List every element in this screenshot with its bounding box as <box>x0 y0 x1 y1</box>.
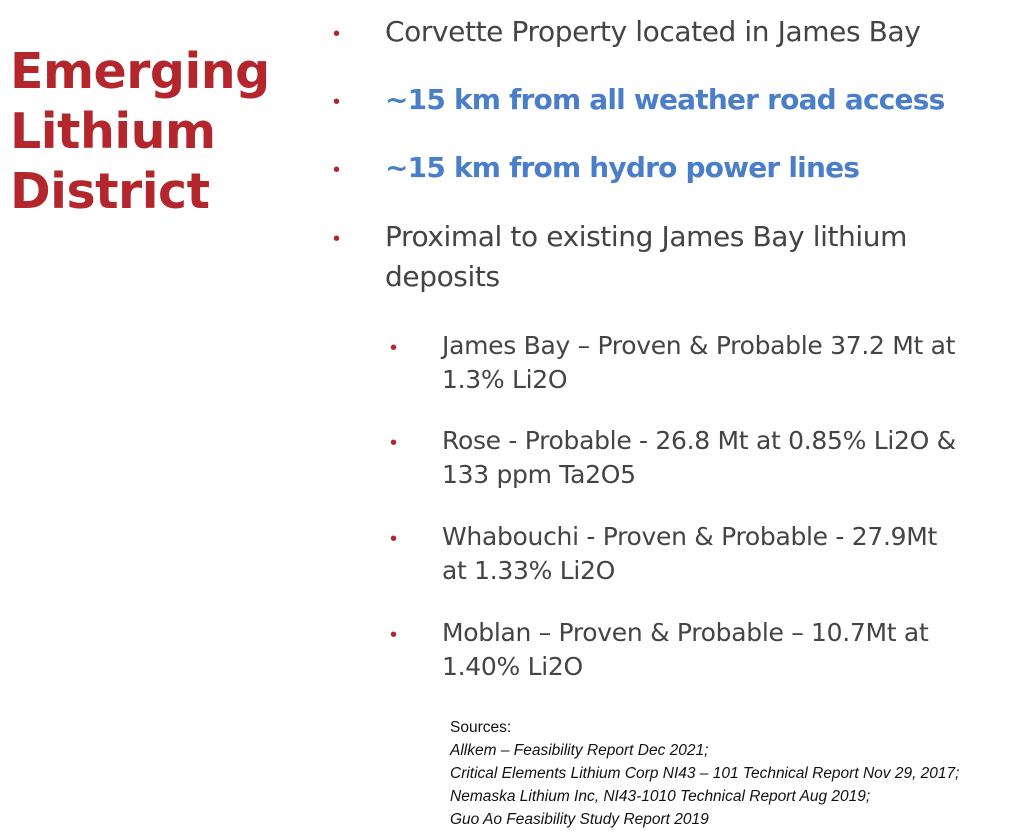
sub-bullet-text-line-1: James Bay – Proven & Probable 37.2 Mt at <box>442 331 956 360</box>
title-line-3: District <box>10 163 210 220</box>
bullet-dot: • <box>333 91 341 113</box>
bullet-dot: • <box>333 23 341 45</box>
source-item: Critical Elements Lithium Corp NI43 – 101 Technical Report Nov 29, 2017; <box>450 765 960 782</box>
sub-bullet-text-line-1: Rose - Probable - 26.8 Mt at 0.85% Li2O & <box>442 426 956 455</box>
sub-bullet-text-line-2: 1.3% Li2O <box>442 365 568 394</box>
sub-bullet-dot: • <box>390 624 398 646</box>
sub-bullet-text-line-2: at 1.33% Li2O <box>442 556 615 585</box>
slide-title <box>10 42 310 222</box>
bullet-text-line-1: Proximal to existing James Bay lithium <box>385 220 908 253</box>
sub-bullet-text-line-1: Moblan – Proven & Probable – 10.7Mt at <box>442 618 929 647</box>
sources-heading: Sources: <box>450 719 512 736</box>
title-line-2: Lithium <box>10 103 216 160</box>
source-item: Allkem – Feasibility Report Dec 2021; <box>450 742 709 759</box>
sub-bullet-text-line-2: 133 ppm Ta2O5 <box>442 460 636 489</box>
bullet-text: ~15 km from all weather road access <box>385 83 945 116</box>
source-item: Guo Ao Feasibility Study Report 2019 <box>450 811 709 828</box>
sources-block <box>450 716 959 831</box>
bullet-dot: • <box>333 159 341 181</box>
bullet-text-line-2: deposits <box>385 260 500 293</box>
bullet-text: Corvette Property located in James Bay <box>385 15 921 48</box>
title-line-1: Emerging <box>10 43 270 100</box>
bullet-dot: • <box>333 228 341 250</box>
source-item: Nemaska Lithium Inc, NI43-1010 Technical Report Aug 2019; <box>450 788 871 805</box>
bullet-text: ~15 km from hydro power lines <box>385 151 860 184</box>
sub-bullet-dot: • <box>390 432 398 454</box>
sub-bullet-text-line-1: Whabouchi - Proven & Probable - 27.9Mt <box>442 522 938 551</box>
sub-bullet-dot: • <box>390 528 398 550</box>
sub-bullet-text-line-2: 1.40% Li2O <box>442 652 583 681</box>
sub-bullet-dot: • <box>390 337 398 359</box>
